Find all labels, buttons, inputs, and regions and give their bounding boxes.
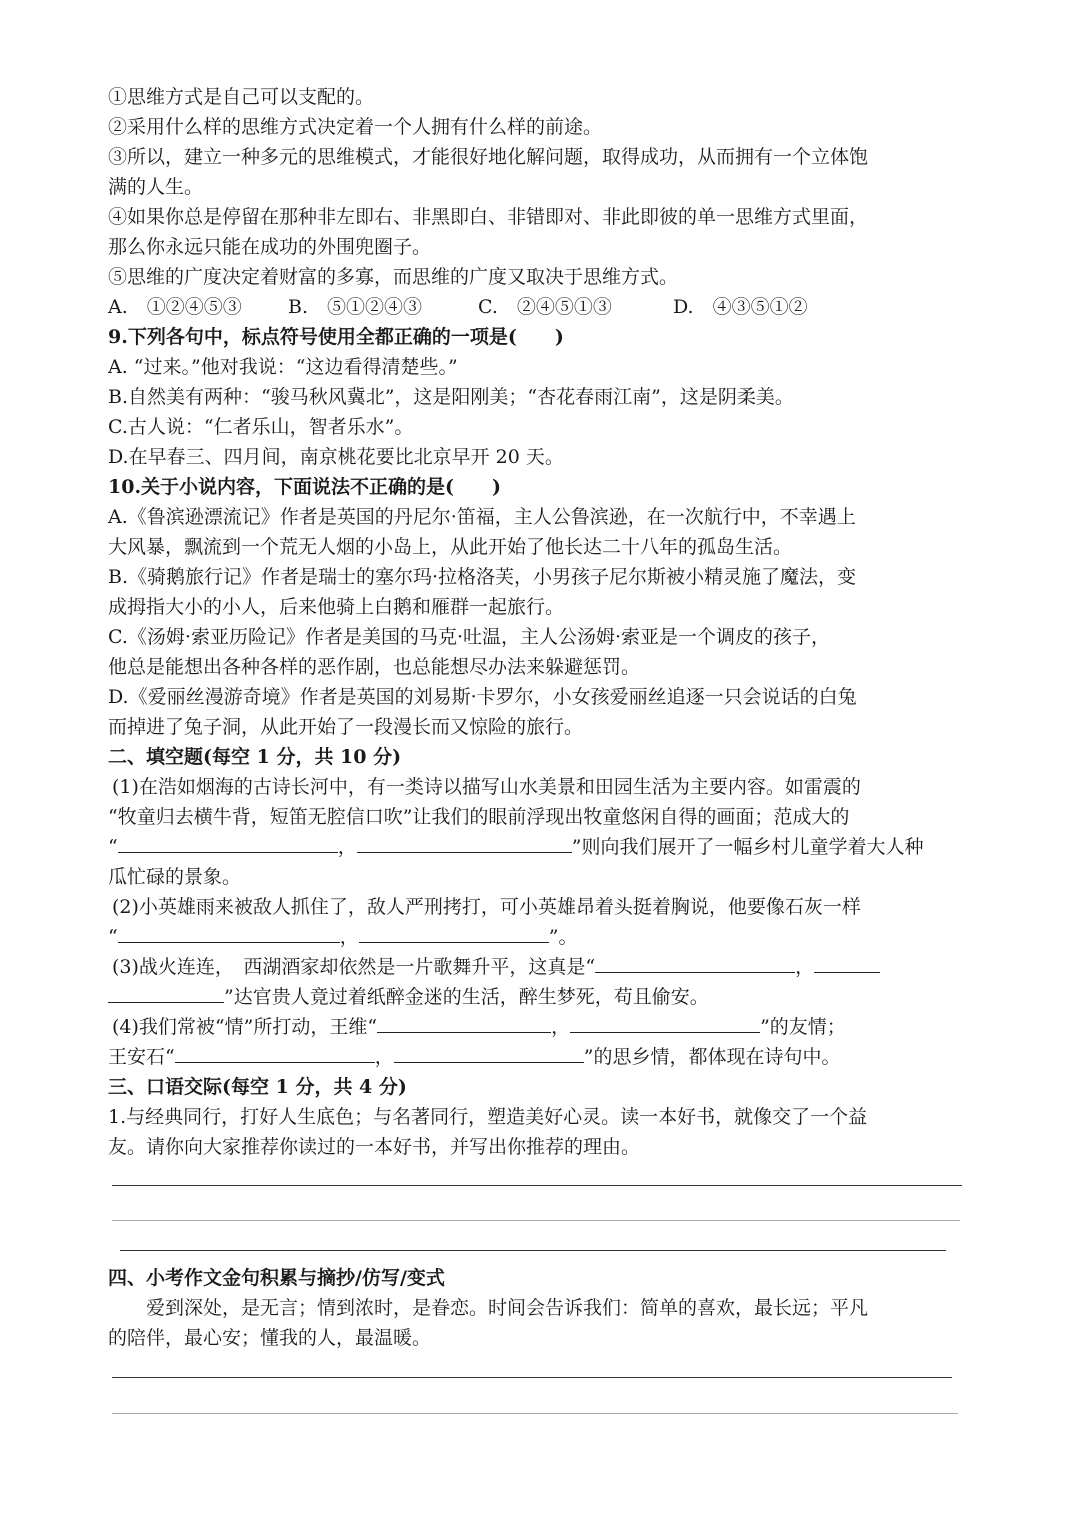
q10-line: D.《爱丽丝漫游奇境》作者是英国的刘易斯·卡罗尔，小女孩爱丽丝追逐一只会说话的白兔	[108, 686, 857, 708]
q9-option-c: C.古人说：“仁者乐山，智者乐水”。	[108, 416, 414, 438]
answer-line[interactable]	[120, 1250, 946, 1251]
q8-option-a: A. ①②④⑤③	[108, 296, 242, 318]
answer-blank[interactable]	[570, 1012, 760, 1033]
answer-blank[interactable]	[359, 922, 549, 943]
q10-line: 成拇指大小的小人，后来他骑上白鹅和雁群一起旅行。	[108, 596, 565, 618]
quote-line1: 爱到深处，是无言；情到浓时，是眷恋。时间会告诉我们：简单的喜欢，最长远；平凡	[146, 1297, 869, 1319]
q8-option-d: D. ④③⑤①②	[673, 296, 808, 318]
answer-blank[interactable]	[108, 982, 224, 1003]
exam-page	[108, 82, 976, 1162]
sentence-3: ③所以，建立一种多元的思维模式，才能很好地化解问题，取得成功，从而拥有一个立体饱	[108, 146, 869, 168]
fill-q4-line1: (4)我们常被“情”所打动，王维“ ， ”的友情；	[108, 1012, 976, 1042]
q9-option-b: B.自然美有两种：“骏马秋风冀北”，这是阳刚美；“杏花春雨江南”，这是阴柔美。	[108, 386, 794, 408]
oral-q1-line2: 友。请你向大家推荐你读过的一本好书，并写出你推荐的理由。	[108, 1136, 641, 1158]
q8-options	[108, 292, 976, 322]
answer-line[interactable]	[112, 1220, 960, 1221]
q9-option-a: A. “过来。”他对我说：“这边看得清楚些。”	[108, 356, 458, 378]
sentence-1: ①思维方式是自己可以支配的。	[108, 86, 375, 108]
answer-blank[interactable]	[394, 1042, 584, 1063]
q10-line: B.《骑鹅旅行记》作者是瑞士的塞尔玛·拉格洛芙，小男孩子尼尔斯被小精灵施了魔法，变	[108, 566, 857, 588]
oral-q1-line1: 1.与经典同行，打好人生底色；与名著同行，塑造美好心灵。读一本好书，就像交了一个益	[108, 1106, 868, 1128]
sentence-5: ⑤思维的广度决定着财富的多寡，而思维的广度又取决于思维方式。	[108, 266, 679, 288]
answer-line[interactable]	[112, 1377, 952, 1378]
q10-line: 大风暴，飘流到一个荒无人烟的小岛上，从此开始了他长达二十八年的孤岛生活。	[108, 536, 793, 558]
fill-q2-line1: (2)小英雄雨来被敌人抓住了，敌人严刑拷打，可小英雄昂着头挺着胸说，他要像石灰一样	[112, 896, 861, 918]
q9-stem: 9.下列各句中，标点符号使用全都正确的一项是( )	[108, 326, 564, 348]
q9-option-d: D.在早春三、四月间，南京桃花要比北京早开 20 天。	[108, 446, 564, 468]
q10-line: A.《鲁滨逊漂流记》作者是英国的丹尼尔·笛福，主人公鲁滨逊，在一次航行中，不幸遇上	[108, 506, 856, 528]
sentence-4-cont: 那么你永远只能在成功的外围兜圈子。	[108, 236, 432, 258]
sentence-3-cont: 满的人生。	[108, 176, 204, 198]
answer-blank[interactable]	[357, 832, 572, 853]
section4	[108, 1263, 976, 1353]
answer-blank[interactable]	[377, 1012, 551, 1033]
answer-blank[interactable]	[595, 952, 795, 973]
fill-q1-line4: 瓜忙碌的景象。	[108, 866, 242, 888]
sentence-4: ④如果你总是停留在那种非左即右、非黑即白、非错即对、非此即彼的单一思维方式里面，	[108, 206, 869, 228]
section4-title: 四、小考作文金句积累与摘抄/仿写/变式	[108, 1267, 445, 1289]
fill-q1-line2: “牧童归去横牛背，短笛无腔信口吹”让我们的眼前浮现出牧童悠闲自得的画面；范成大的	[108, 806, 850, 828]
fill-q2-line2: “ ， ”。	[108, 922, 976, 952]
answer-line[interactable]	[112, 1413, 958, 1414]
fill-q1-line1: (1)在浩如烟海的古诗长河中，有一类诗以描写山水美景和田园生活为主要内容。如雷震的	[112, 776, 861, 798]
answer-line[interactable]	[112, 1185, 962, 1186]
answer-blank[interactable]	[118, 832, 338, 853]
q8-option-b: B. ⑤①②④③	[288, 296, 423, 318]
fill-q3-line1: (3)战火连连， 西湖酒家却依然是一片歌舞升平，这真是“ ，	[108, 952, 976, 982]
sentence-2: ②采用什么样的思维方式决定着一个人拥有什么样的前途。	[108, 116, 603, 138]
answer-blank[interactable]	[814, 952, 880, 973]
q8-option-c: C. ②④⑤①③	[478, 296, 612, 318]
answer-blank[interactable]	[175, 1042, 375, 1063]
q10-line: C.《汤姆·索亚历险记》作者是美国的马克·吐温，主人公汤姆·索亚是一个调皮的孩子，	[108, 626, 831, 648]
fill-q1-line3: “ ， ”则向我们展开了一幅乡村儿童学着大人种	[108, 832, 976, 862]
section2-title: 二、填空题(每空 1 分，共 10 分)	[108, 746, 402, 768]
answer-blank[interactable]	[118, 922, 340, 943]
fill-q4-line2: 王安石“ ， ”的思乡情，都体现在诗句中。	[108, 1042, 976, 1072]
q10-stem: 10.关于小说内容，下面说法不正确的是( )	[108, 476, 502, 498]
fill-q3-line2: ”达官贵人竟过着纸醉金迷的生活，醉生梦死，苟且偷安。	[108, 982, 976, 1012]
quote-line2: 的陪伴，最心安；懂我的人，最温暖。	[108, 1327, 432, 1349]
section3-title: 三、口语交际(每空 1 分，共 4 分)	[108, 1076, 407, 1098]
q10-line: 而掉进了兔子洞，从此开始了一段漫长而又惊险的旅行。	[108, 716, 584, 738]
q10-line: 他总是能想出各种各样的恶作剧，也总能想尽办法来躲避惩罚。	[108, 656, 641, 678]
